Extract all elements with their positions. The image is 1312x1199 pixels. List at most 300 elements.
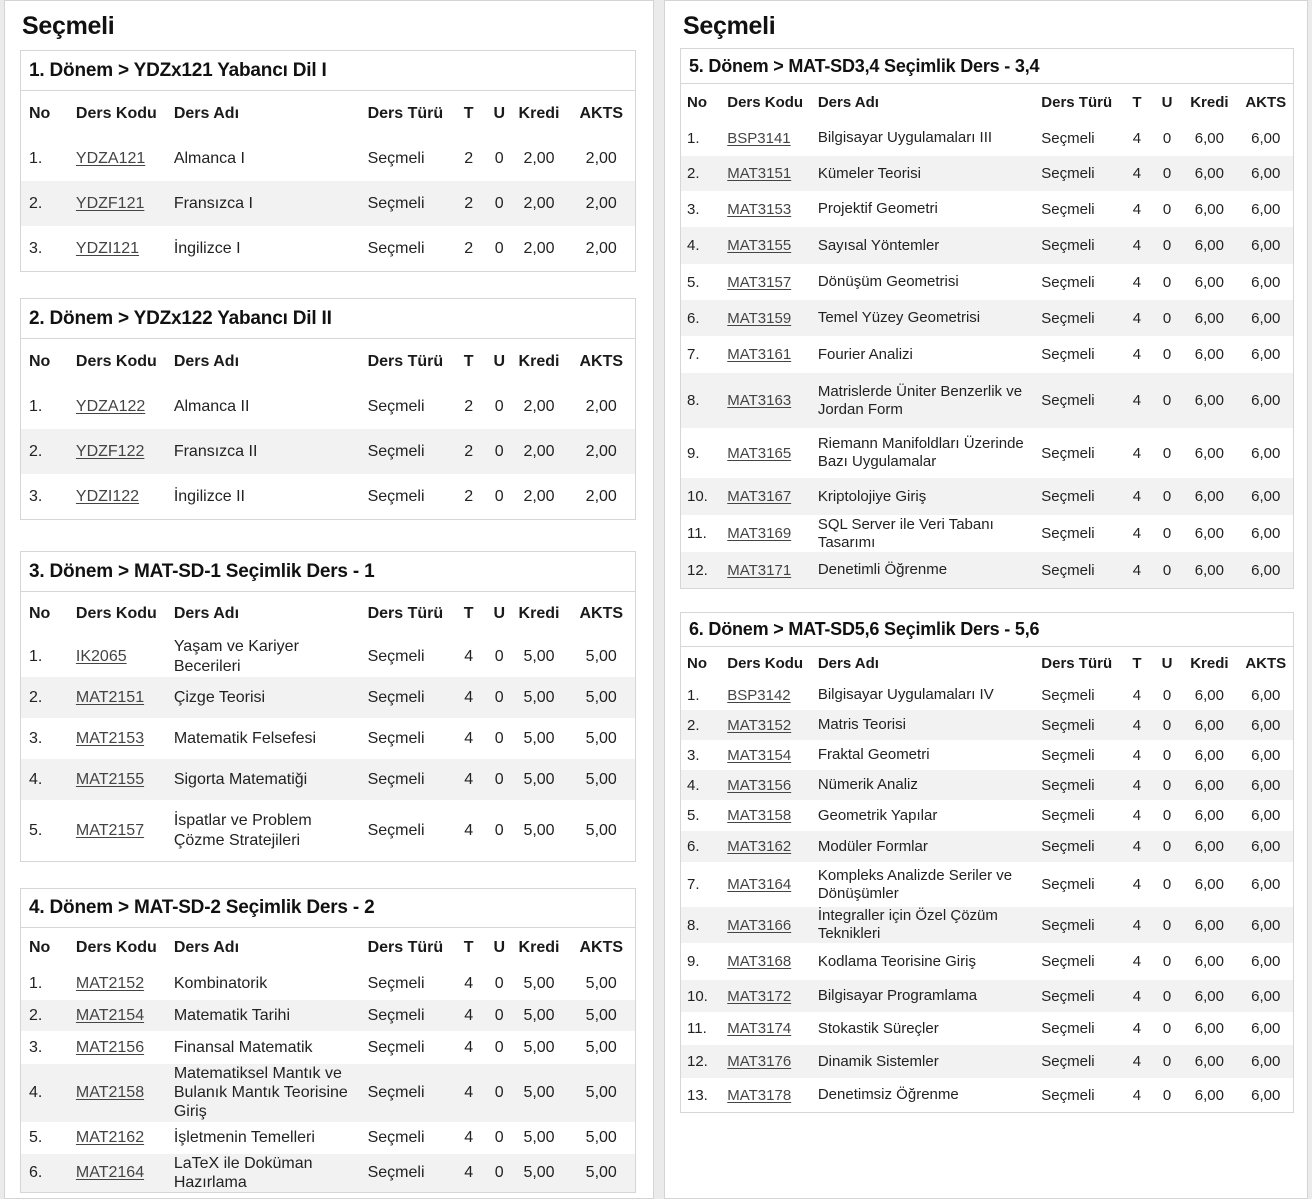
course-code-link[interactable]: BSP3142 bbox=[727, 686, 791, 704]
course-code-link[interactable]: MAT3158 bbox=[727, 807, 792, 824]
theory-hours: 4 bbox=[449, 1154, 480, 1192]
akts-value: 6,00 bbox=[1233, 478, 1293, 515]
credit-value: 6,00 bbox=[1180, 156, 1232, 191]
col-header-no: No bbox=[21, 91, 68, 136]
course-code-cell bbox=[68, 1154, 166, 1192]
credit-value: 6,00 bbox=[1180, 831, 1232, 862]
course-code-link[interactable]: MAT3178 bbox=[727, 1086, 792, 1104]
course-name: LaTeX ile Doküman Hazırlama bbox=[166, 1154, 360, 1192]
table-row bbox=[681, 264, 1293, 300]
theory-hours: 4 bbox=[449, 718, 480, 759]
course-code-link[interactable]: MAT3152 bbox=[727, 716, 792, 734]
row-number: 10. bbox=[681, 478, 721, 515]
row-number: 2. bbox=[21, 677, 68, 718]
akts-value: 6,00 bbox=[1233, 428, 1293, 478]
course-code-link[interactable]: MAT3165 bbox=[727, 444, 792, 462]
course-code-cell bbox=[721, 336, 812, 373]
course-type: Seçmeli bbox=[360, 181, 450, 226]
credit-value: 6,00 bbox=[1180, 770, 1232, 800]
col-header-akts: AKTS bbox=[559, 339, 635, 384]
table-row bbox=[21, 1000, 635, 1031]
course-type: Seçmeli bbox=[1035, 680, 1120, 710]
course-code-link[interactable]: YDZI121 bbox=[75, 239, 140, 257]
practice-hours: 0 bbox=[480, 1064, 511, 1122]
course-code-link[interactable]: MAT3151 bbox=[727, 165, 792, 182]
course-code-link[interactable]: YDZI122 bbox=[75, 487, 140, 505]
akts-value: 6,00 bbox=[1233, 120, 1293, 156]
theory-hours: 2 bbox=[449, 429, 480, 474]
table-row bbox=[681, 336, 1293, 373]
row-number: 9. bbox=[681, 428, 721, 478]
credit-value: 6,00 bbox=[1180, 862, 1232, 907]
akts-value: 6,00 bbox=[1233, 862, 1293, 907]
col-header-t: T bbox=[449, 339, 480, 384]
col-header-kredi: Kredi bbox=[1180, 84, 1232, 120]
col-header-no: No bbox=[21, 928, 68, 968]
row-number: 7. bbox=[681, 336, 721, 373]
credit-value: 6,00 bbox=[1180, 227, 1232, 264]
row-number: 2. bbox=[681, 156, 721, 191]
course-type: Seçmeli bbox=[1035, 336, 1120, 373]
akts-value: 6,00 bbox=[1233, 943, 1293, 980]
theory-hours: 2 bbox=[449, 136, 480, 181]
akts-value: 6,00 bbox=[1233, 552, 1293, 588]
course-code-link[interactable]: MAT3157 bbox=[727, 273, 792, 291]
section-heading: 4. Dönem > MAT-SD-2 Seçimlik Ders - 2 bbox=[21, 889, 635, 928]
course-code-cell bbox=[68, 1000, 166, 1031]
table-header-row bbox=[681, 84, 1293, 120]
course-code-link[interactable]: MAT2155 bbox=[75, 770, 145, 788]
course-table bbox=[21, 928, 635, 1192]
course-code-link[interactable]: MAT3156 bbox=[727, 776, 792, 794]
term-section bbox=[680, 48, 1294, 589]
course-code-link[interactable]: MAT3155 bbox=[727, 237, 792, 254]
akts-value: 6,00 bbox=[1233, 264, 1293, 300]
practice-hours: 0 bbox=[1148, 710, 1180, 740]
course-type: Seçmeli bbox=[1035, 373, 1120, 428]
theory-hours: 4 bbox=[449, 1031, 480, 1064]
row-number: 12. bbox=[681, 552, 721, 588]
course-type: Seçmeli bbox=[360, 136, 450, 181]
theory-hours: 4 bbox=[1120, 373, 1148, 428]
course-name: İngilizce I bbox=[166, 226, 360, 271]
col-header-code: Ders Kodu bbox=[68, 339, 166, 384]
practice-hours: 0 bbox=[1148, 515, 1180, 552]
col-header-type: Ders Türü bbox=[360, 339, 450, 384]
col-header-name: Ders Adı bbox=[166, 592, 360, 636]
section-heading: 2. Dönem > YDZx122 Yabancı Dil II bbox=[21, 299, 635, 339]
theory-hours: 4 bbox=[1120, 227, 1148, 264]
col-header-u: U bbox=[480, 91, 511, 136]
credit-value: 6,00 bbox=[1180, 120, 1232, 156]
course-code-link[interactable]: MAT2154 bbox=[75, 1006, 145, 1024]
col-header-akts: AKTS bbox=[559, 592, 635, 636]
akts-value: 6,00 bbox=[1233, 227, 1293, 264]
course-code-link[interactable]: MAT3154 bbox=[727, 746, 792, 764]
credit-value: 6,00 bbox=[1180, 264, 1232, 300]
course-type: Seçmeli bbox=[1035, 120, 1120, 156]
theory-hours: 4 bbox=[1120, 428, 1148, 478]
practice-hours: 0 bbox=[1148, 943, 1180, 980]
table-row bbox=[21, 1122, 635, 1154]
theory-hours: 4 bbox=[1120, 300, 1148, 336]
akts-value: 2,00 bbox=[559, 474, 635, 519]
credit-value: 6,00 bbox=[1180, 191, 1232, 227]
course-code-link[interactable]: MAT3162 bbox=[727, 838, 792, 855]
theory-hours: 4 bbox=[449, 1122, 480, 1154]
theory-hours: 4 bbox=[1120, 120, 1148, 156]
course-code-link[interactable]: MAT3171 bbox=[727, 561, 792, 579]
row-number: 13. bbox=[681, 1078, 721, 1112]
credit-value: 6,00 bbox=[1180, 943, 1232, 980]
course-type: Seçmeli bbox=[1035, 515, 1120, 552]
table-row bbox=[681, 862, 1293, 907]
row-number: 10. bbox=[681, 980, 721, 1012]
course-code-link[interactable]: MAT3161 bbox=[727, 346, 792, 363]
credit-value: 2,00 bbox=[511, 384, 560, 429]
akts-value: 6,00 bbox=[1233, 336, 1293, 373]
table-row bbox=[21, 968, 635, 1000]
row-number: 4. bbox=[21, 1064, 68, 1122]
theory-hours: 4 bbox=[1120, 156, 1148, 191]
practice-hours: 0 bbox=[1148, 1012, 1180, 1045]
course-name: Sayısal Yöntemler bbox=[812, 227, 1035, 264]
course-code-link[interactable]: MAT3153 bbox=[727, 200, 792, 218]
course-table bbox=[681, 647, 1293, 1112]
credit-value: 6,00 bbox=[1180, 515, 1232, 552]
course-code-link[interactable]: MAT2152 bbox=[75, 975, 145, 992]
credit-value: 6,00 bbox=[1180, 373, 1232, 428]
term-section bbox=[680, 612, 1294, 1113]
theory-hours: 4 bbox=[1120, 831, 1148, 862]
course-type: Seçmeli bbox=[1035, 740, 1120, 770]
practice-hours: 0 bbox=[480, 968, 511, 1000]
table-row bbox=[21, 1064, 635, 1122]
table-row bbox=[21, 1031, 635, 1064]
course-code-cell bbox=[68, 474, 166, 519]
table-header-row bbox=[21, 339, 635, 384]
course-code-cell bbox=[68, 968, 166, 1000]
course-name: Almanca I bbox=[166, 136, 360, 181]
col-header-u: U bbox=[1148, 84, 1180, 120]
table-row bbox=[681, 980, 1293, 1012]
table-row bbox=[681, 1045, 1293, 1078]
course-code-link[interactable]: MAT3174 bbox=[727, 1020, 792, 1037]
course-type: Seçmeli bbox=[1035, 552, 1120, 588]
section-heading: 6. Dönem > MAT-SD5,6 Seçimlik Ders - 5,6 bbox=[681, 613, 1293, 647]
theory-hours: 4 bbox=[1120, 800, 1148, 831]
table-row bbox=[681, 943, 1293, 980]
course-code-link[interactable]: MAT2157 bbox=[75, 821, 145, 839]
col-header-kredi: Kredi bbox=[511, 928, 560, 968]
course-name: Kompleks Analizde Seriler ve Dönüşümler bbox=[812, 862, 1035, 907]
course-code-link[interactable]: MAT2151 bbox=[75, 688, 145, 706]
col-header-u: U bbox=[480, 928, 511, 968]
akts-value: 6,00 bbox=[1233, 1045, 1293, 1078]
theory-hours: 4 bbox=[1120, 980, 1148, 1012]
course-code-link[interactable]: MAT3169 bbox=[727, 525, 792, 542]
table-row bbox=[681, 478, 1293, 515]
course-name: İspatlar ve Problem Çözme Stratejileri bbox=[166, 800, 360, 861]
akts-value: 5,00 bbox=[559, 800, 635, 861]
col-header-u: U bbox=[480, 339, 511, 384]
course-type: Seçmeli bbox=[1035, 428, 1120, 478]
course-code-link[interactable]: MAT2158 bbox=[75, 1083, 145, 1101]
akts-value: 5,00 bbox=[559, 1000, 635, 1031]
course-name: Çizge Teorisi bbox=[166, 677, 360, 718]
practice-hours: 0 bbox=[1148, 1078, 1180, 1112]
course-code-cell bbox=[68, 1064, 166, 1122]
course-code-link[interactable]: YDZF122 bbox=[75, 442, 145, 460]
theory-hours: 2 bbox=[449, 384, 480, 429]
course-name: Fourier Analizi bbox=[812, 336, 1035, 373]
row-number: 12. bbox=[681, 1045, 721, 1078]
table-row bbox=[681, 907, 1293, 943]
table-row bbox=[21, 718, 635, 759]
practice-hours: 0 bbox=[1148, 831, 1180, 862]
akts-value: 6,00 bbox=[1233, 831, 1293, 862]
course-name: Nümerik Analiz bbox=[812, 770, 1035, 800]
course-code-cell bbox=[721, 428, 812, 478]
course-name: Yaşam ve Kariyer Becerileri bbox=[166, 636, 360, 677]
akts-value: 5,00 bbox=[559, 677, 635, 718]
col-header-no: No bbox=[21, 339, 68, 384]
credit-value: 2,00 bbox=[511, 226, 560, 271]
panel-title: Seçmeli bbox=[22, 12, 115, 40]
theory-hours: 4 bbox=[1120, 1045, 1148, 1078]
term-section bbox=[20, 298, 636, 520]
credit-value: 6,00 bbox=[1180, 980, 1232, 1012]
course-type: Seçmeli bbox=[1035, 478, 1120, 515]
akts-value: 6,00 bbox=[1233, 191, 1293, 227]
row-number: 3. bbox=[21, 718, 68, 759]
course-code-cell bbox=[68, 136, 166, 181]
akts-value: 2,00 bbox=[559, 429, 635, 474]
course-code-cell bbox=[68, 800, 166, 861]
course-type: Seçmeli bbox=[1035, 1012, 1120, 1045]
course-code-link[interactable]: MAT3159 bbox=[727, 309, 792, 327]
course-code-cell bbox=[68, 429, 166, 474]
col-header-code: Ders Kodu bbox=[721, 647, 812, 680]
course-type: Seçmeli bbox=[360, 1154, 450, 1192]
course-name: Sigorta Matematiği bbox=[166, 759, 360, 800]
course-code-cell bbox=[721, 740, 812, 770]
course-code-link[interactable]: MAT2153 bbox=[75, 729, 145, 747]
credit-value: 5,00 bbox=[511, 1064, 560, 1122]
course-code-link[interactable]: MAT3163 bbox=[727, 392, 792, 409]
course-name: Dinamik Sistemler bbox=[812, 1045, 1035, 1078]
course-name: Fransızca I bbox=[166, 181, 360, 226]
course-code-cell bbox=[721, 552, 812, 588]
col-header-u: U bbox=[480, 592, 511, 636]
theory-hours: 4 bbox=[1120, 191, 1148, 227]
theory-hours: 4 bbox=[1120, 740, 1148, 770]
akts-value: 5,00 bbox=[559, 1064, 635, 1122]
credit-value: 5,00 bbox=[511, 800, 560, 861]
course-code-link[interactable]: MAT3172 bbox=[727, 987, 792, 1005]
credit-value: 5,00 bbox=[511, 1031, 560, 1064]
course-type: Seçmeli bbox=[360, 759, 450, 800]
akts-value: 5,00 bbox=[559, 1031, 635, 1064]
row-number: 3. bbox=[681, 191, 721, 227]
table-header-row bbox=[21, 592, 635, 636]
practice-hours: 0 bbox=[1148, 907, 1180, 943]
practice-hours: 0 bbox=[480, 136, 511, 181]
practice-hours: 0 bbox=[480, 1122, 511, 1154]
credit-value: 2,00 bbox=[511, 181, 560, 226]
course-code-cell bbox=[68, 226, 166, 271]
course-code-link[interactable]: MAT3168 bbox=[727, 953, 792, 970]
row-number: 3. bbox=[21, 474, 68, 519]
course-code-cell bbox=[68, 636, 166, 677]
akts-value: 6,00 bbox=[1233, 980, 1293, 1012]
akts-value: 6,00 bbox=[1233, 515, 1293, 552]
credit-value: 6,00 bbox=[1180, 740, 1232, 770]
table-row bbox=[21, 226, 635, 271]
akts-value: 6,00 bbox=[1233, 740, 1293, 770]
course-code-link[interactable]: BSP3141 bbox=[727, 129, 791, 147]
practice-hours: 0 bbox=[1148, 336, 1180, 373]
course-code-link[interactable]: YDZA121 bbox=[75, 149, 146, 167]
course-code-cell bbox=[721, 1078, 812, 1112]
row-number: 1. bbox=[21, 968, 68, 1000]
course-name: Denetimli Öğrenme bbox=[812, 552, 1035, 588]
course-code-link[interactable]: MAT2156 bbox=[75, 1038, 145, 1056]
course-code-cell bbox=[68, 718, 166, 759]
theory-hours: 4 bbox=[1120, 862, 1148, 907]
row-number: 3. bbox=[21, 226, 68, 271]
table-row bbox=[681, 680, 1293, 710]
course-code-link[interactable]: MAT2164 bbox=[75, 1163, 145, 1181]
credit-value: 5,00 bbox=[511, 1122, 560, 1154]
credit-value: 5,00 bbox=[511, 1000, 560, 1031]
course-type: Seçmeli bbox=[1035, 1078, 1120, 1112]
course-code-cell bbox=[721, 831, 812, 862]
course-code-cell bbox=[721, 800, 812, 831]
course-code-cell bbox=[721, 300, 812, 336]
course-table bbox=[21, 91, 635, 271]
credit-value: 6,00 bbox=[1180, 428, 1232, 478]
table-row bbox=[21, 136, 635, 181]
akts-value: 5,00 bbox=[559, 718, 635, 759]
col-header-name: Ders Adı bbox=[812, 84, 1035, 120]
col-header-no: No bbox=[681, 84, 721, 120]
practice-hours: 0 bbox=[1148, 373, 1180, 428]
course-code-link[interactable]: MAT3166 bbox=[727, 916, 792, 934]
left-panel bbox=[4, 0, 654, 1199]
course-code-cell bbox=[68, 1031, 166, 1064]
table-row bbox=[681, 1078, 1293, 1112]
course-code-cell bbox=[721, 1012, 812, 1045]
col-header-t: T bbox=[449, 928, 480, 968]
course-code-link[interactable]: MAT3176 bbox=[727, 1053, 792, 1070]
course-code-cell bbox=[721, 980, 812, 1012]
right-panel bbox=[664, 0, 1308, 1199]
course-code-cell bbox=[721, 373, 812, 428]
course-code-link[interactable]: YDZA122 bbox=[75, 397, 146, 415]
practice-hours: 0 bbox=[480, 800, 511, 861]
table-header-row bbox=[681, 647, 1293, 680]
course-code-link[interactable]: MAT3164 bbox=[727, 876, 792, 893]
course-name: Matematik Tarihi bbox=[166, 1000, 360, 1031]
course-type: Seçmeli bbox=[360, 1122, 450, 1154]
table-row bbox=[21, 429, 635, 474]
course-code-cell bbox=[68, 181, 166, 226]
credit-value: 6,00 bbox=[1180, 1078, 1232, 1112]
akts-value: 6,00 bbox=[1233, 907, 1293, 943]
practice-hours: 0 bbox=[480, 181, 511, 226]
course-name: Fraktal Geometri bbox=[812, 740, 1035, 770]
col-header-kredi: Kredi bbox=[511, 592, 560, 636]
course-code-link[interactable]: MAT2162 bbox=[75, 1128, 145, 1146]
table-row bbox=[681, 300, 1293, 336]
row-number: 1. bbox=[681, 120, 721, 156]
akts-value: 5,00 bbox=[559, 968, 635, 1000]
course-code-cell bbox=[721, 1045, 812, 1078]
col-header-no: No bbox=[681, 647, 721, 680]
credit-value: 6,00 bbox=[1180, 552, 1232, 588]
panel-title: Seçmeli bbox=[683, 12, 776, 40]
credit-value: 5,00 bbox=[511, 636, 560, 677]
theory-hours: 4 bbox=[1120, 264, 1148, 300]
course-code-link[interactable]: YDZF121 bbox=[75, 194, 145, 212]
course-name: İngilizce II bbox=[166, 474, 360, 519]
akts-value: 6,00 bbox=[1233, 710, 1293, 740]
practice-hours: 0 bbox=[480, 759, 511, 800]
course-type: Seçmeli bbox=[360, 226, 450, 271]
course-type: Seçmeli bbox=[1035, 770, 1120, 800]
theory-hours: 4 bbox=[1120, 680, 1148, 710]
col-header-t: T bbox=[449, 91, 480, 136]
credit-value: 2,00 bbox=[511, 136, 560, 181]
row-number: 9. bbox=[681, 943, 721, 980]
course-type: Seçmeli bbox=[360, 384, 450, 429]
col-header-akts: AKTS bbox=[1233, 84, 1293, 120]
table-row bbox=[21, 800, 635, 861]
table-header-row bbox=[21, 928, 635, 968]
course-code-link[interactable]: IK2065 bbox=[75, 647, 127, 665]
course-code-cell bbox=[721, 680, 812, 710]
theory-hours: 4 bbox=[449, 1064, 480, 1122]
course-name: Geometrik Yapılar bbox=[812, 800, 1035, 831]
akts-value: 2,00 bbox=[559, 136, 635, 181]
practice-hours: 0 bbox=[480, 429, 511, 474]
course-name: Stokastik Süreçler bbox=[812, 1012, 1035, 1045]
credit-value: 5,00 bbox=[511, 968, 560, 1000]
course-name: Matris Teorisi bbox=[812, 710, 1035, 740]
row-number: 7. bbox=[681, 862, 721, 907]
theory-hours: 4 bbox=[1120, 943, 1148, 980]
table-row bbox=[681, 552, 1293, 588]
row-number: 6. bbox=[21, 1154, 68, 1192]
col-header-u: U bbox=[1148, 647, 1180, 680]
course-code-cell bbox=[721, 770, 812, 800]
course-type: Seçmeli bbox=[360, 1064, 450, 1122]
akts-value: 6,00 bbox=[1233, 156, 1293, 191]
col-header-type: Ders Türü bbox=[360, 91, 450, 136]
practice-hours: 0 bbox=[1148, 156, 1180, 191]
credit-value: 6,00 bbox=[1180, 800, 1232, 831]
credit-value: 6,00 bbox=[1180, 680, 1232, 710]
course-code-link[interactable]: MAT3167 bbox=[727, 488, 792, 505]
course-type: Seçmeli bbox=[1035, 191, 1120, 227]
row-number: 5. bbox=[21, 800, 68, 861]
credit-value: 6,00 bbox=[1180, 1045, 1232, 1078]
course-type: Seçmeli bbox=[360, 429, 450, 474]
table-row bbox=[21, 636, 635, 677]
course-type: Seçmeli bbox=[360, 474, 450, 519]
credit-value: 6,00 bbox=[1180, 300, 1232, 336]
